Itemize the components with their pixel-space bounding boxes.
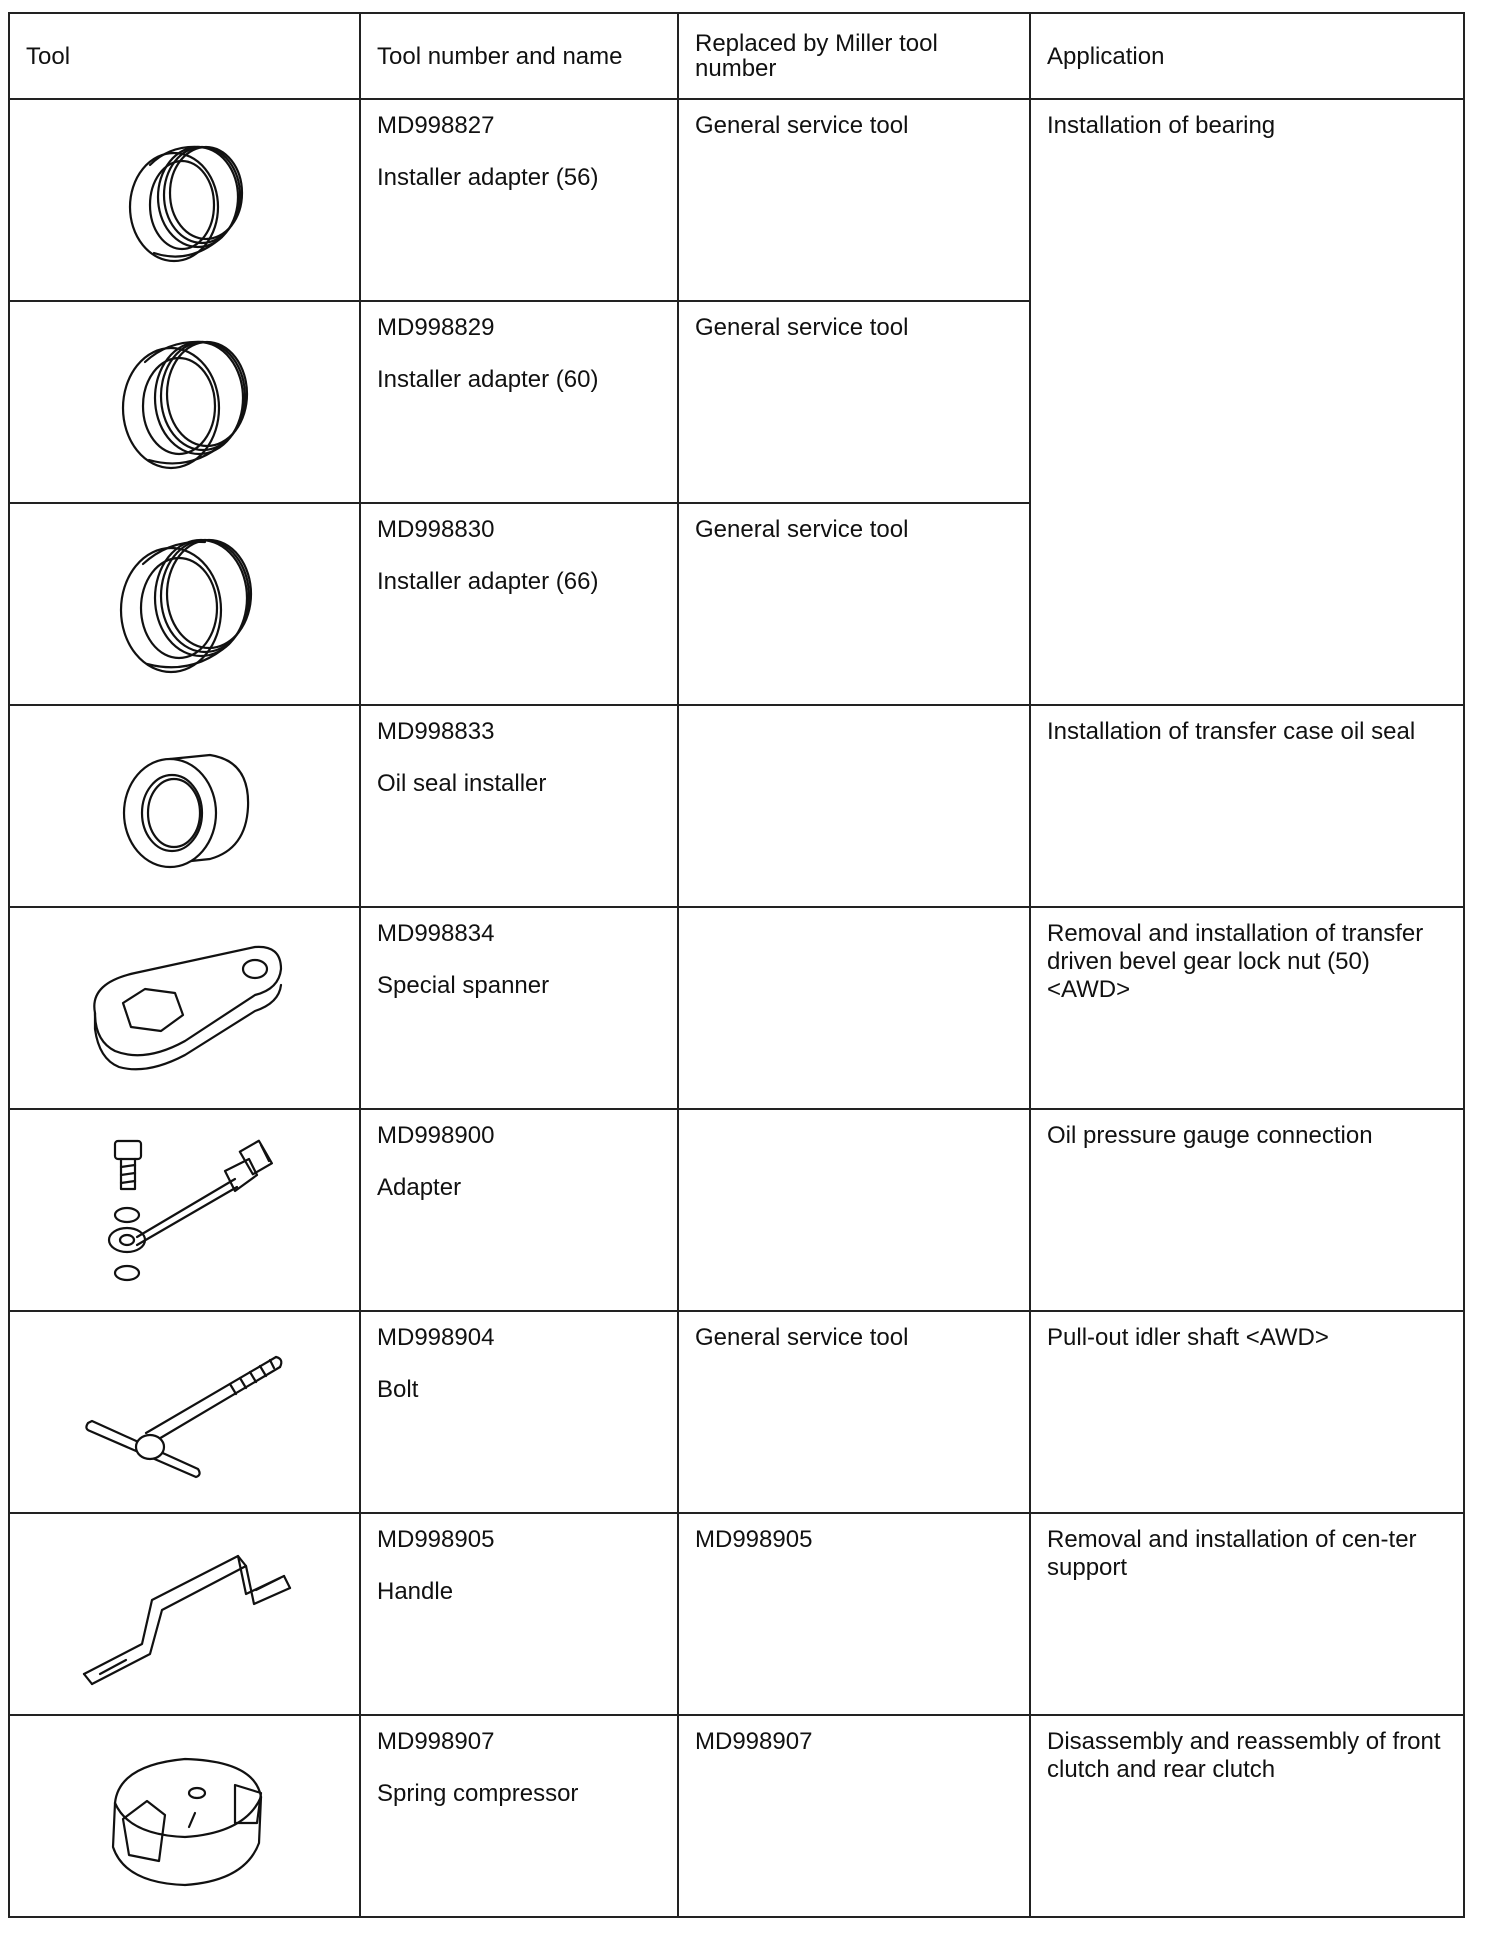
bolt-icon xyxy=(70,1337,300,1487)
tool-image-cell xyxy=(9,907,360,1109)
tool-number-cell xyxy=(360,1715,678,1917)
tool-number: MD998907 xyxy=(377,1728,495,1755)
tool-number-cell xyxy=(360,503,678,705)
replaced-by-cell: General service tool xyxy=(678,503,1030,705)
tool-image-cell xyxy=(9,1311,360,1513)
tool-number-cell xyxy=(360,99,678,301)
header-tool-number: Tool number and name xyxy=(360,13,678,99)
application-cell: Installation of bearing xyxy=(1030,99,1464,705)
tool-number-cell xyxy=(360,1513,678,1715)
table-row xyxy=(9,1715,1464,1917)
header-tool: Tool xyxy=(9,13,360,99)
tool-number-cell xyxy=(360,1311,678,1513)
adapter-icon xyxy=(85,1125,285,1295)
tool-name: Oil seal installer xyxy=(377,770,547,797)
tool-image-cell xyxy=(9,99,360,301)
tool-number: MD998905 xyxy=(377,1526,495,1553)
application-cell: Disassembly and reassembly of front clutch and rear clutch xyxy=(1030,1715,1464,1917)
table-row xyxy=(9,1513,1464,1715)
tool-name: Spring compressor xyxy=(377,1780,579,1807)
tool-name: Handle xyxy=(377,1578,454,1605)
tool-image-cell xyxy=(9,1109,360,1311)
special-spanner-icon xyxy=(75,933,295,1083)
replaced-by-cell xyxy=(678,1109,1030,1311)
tool-name: Special spanner xyxy=(377,972,550,999)
tool-name: Installer adapter (56) xyxy=(377,164,599,191)
tool-number-cell xyxy=(360,1109,678,1311)
table-header-row xyxy=(9,13,1464,99)
application-cell: Removal and installation of transfer driven bevel gear lock nut (50)<AWD> xyxy=(1030,907,1464,1109)
header-application: Application xyxy=(1030,13,1464,99)
table-row xyxy=(9,705,1464,907)
table-row xyxy=(9,907,1464,1109)
tool-number: MD998833 xyxy=(377,718,495,745)
replaced-by-cell xyxy=(678,705,1030,907)
oil-seal-installer-icon xyxy=(110,731,260,881)
header-replaced-by: Replaced by Miller tool number xyxy=(678,13,1030,99)
application-cell: Removal and installation of cen-ter support xyxy=(1030,1513,1464,1715)
tool-number-cell xyxy=(360,301,678,503)
installer-adapter-56-icon xyxy=(110,125,260,275)
tool-number: MD998834 xyxy=(377,920,495,947)
replaced-by-cell: MD998905 xyxy=(678,1513,1030,1715)
tool-number: MD998900 xyxy=(377,1122,495,1149)
application-cell: Oil pressure gauge connection xyxy=(1030,1109,1464,1311)
application-cell: Installation of transfer case oil seal xyxy=(1030,705,1464,907)
tool-image-cell xyxy=(9,705,360,907)
replaced-by-cell: General service tool xyxy=(678,301,1030,503)
tool-number-cell xyxy=(360,705,678,907)
special-tools-table xyxy=(8,12,1465,1918)
tool-number-cell xyxy=(360,907,678,1109)
installer-adapter-60-icon xyxy=(105,322,265,482)
handle-icon xyxy=(70,1534,300,1694)
tool-image-cell xyxy=(9,1513,360,1715)
spring-compressor-icon xyxy=(85,1731,285,1901)
tool-image-cell xyxy=(9,503,360,705)
replaced-by-cell: General service tool xyxy=(678,99,1030,301)
tool-number: MD998904 xyxy=(377,1324,495,1351)
replaced-by-cell xyxy=(678,907,1030,1109)
replaced-by-cell: MD998907 xyxy=(678,1715,1030,1917)
tool-number: MD998829 xyxy=(377,314,495,341)
tool-image-cell xyxy=(9,301,360,503)
tool-image-cell xyxy=(9,1715,360,1917)
table-row xyxy=(9,1109,1464,1311)
table-row xyxy=(9,1311,1464,1513)
application-cell: Pull-out idler shaft <AWD> xyxy=(1030,1311,1464,1513)
installer-adapter-66-icon xyxy=(105,524,265,684)
tool-number: MD998830 xyxy=(377,516,495,543)
tool-name: Adapter xyxy=(377,1174,462,1201)
tool-name: Installer adapter (66) xyxy=(377,568,599,595)
replaced-by-cell: General service tool xyxy=(678,1311,1030,1513)
tool-name: Installer adapter (60) xyxy=(377,366,599,393)
tool-number: MD998827 xyxy=(377,112,495,139)
tool-name: Bolt xyxy=(377,1376,419,1403)
table-row xyxy=(9,99,1464,301)
